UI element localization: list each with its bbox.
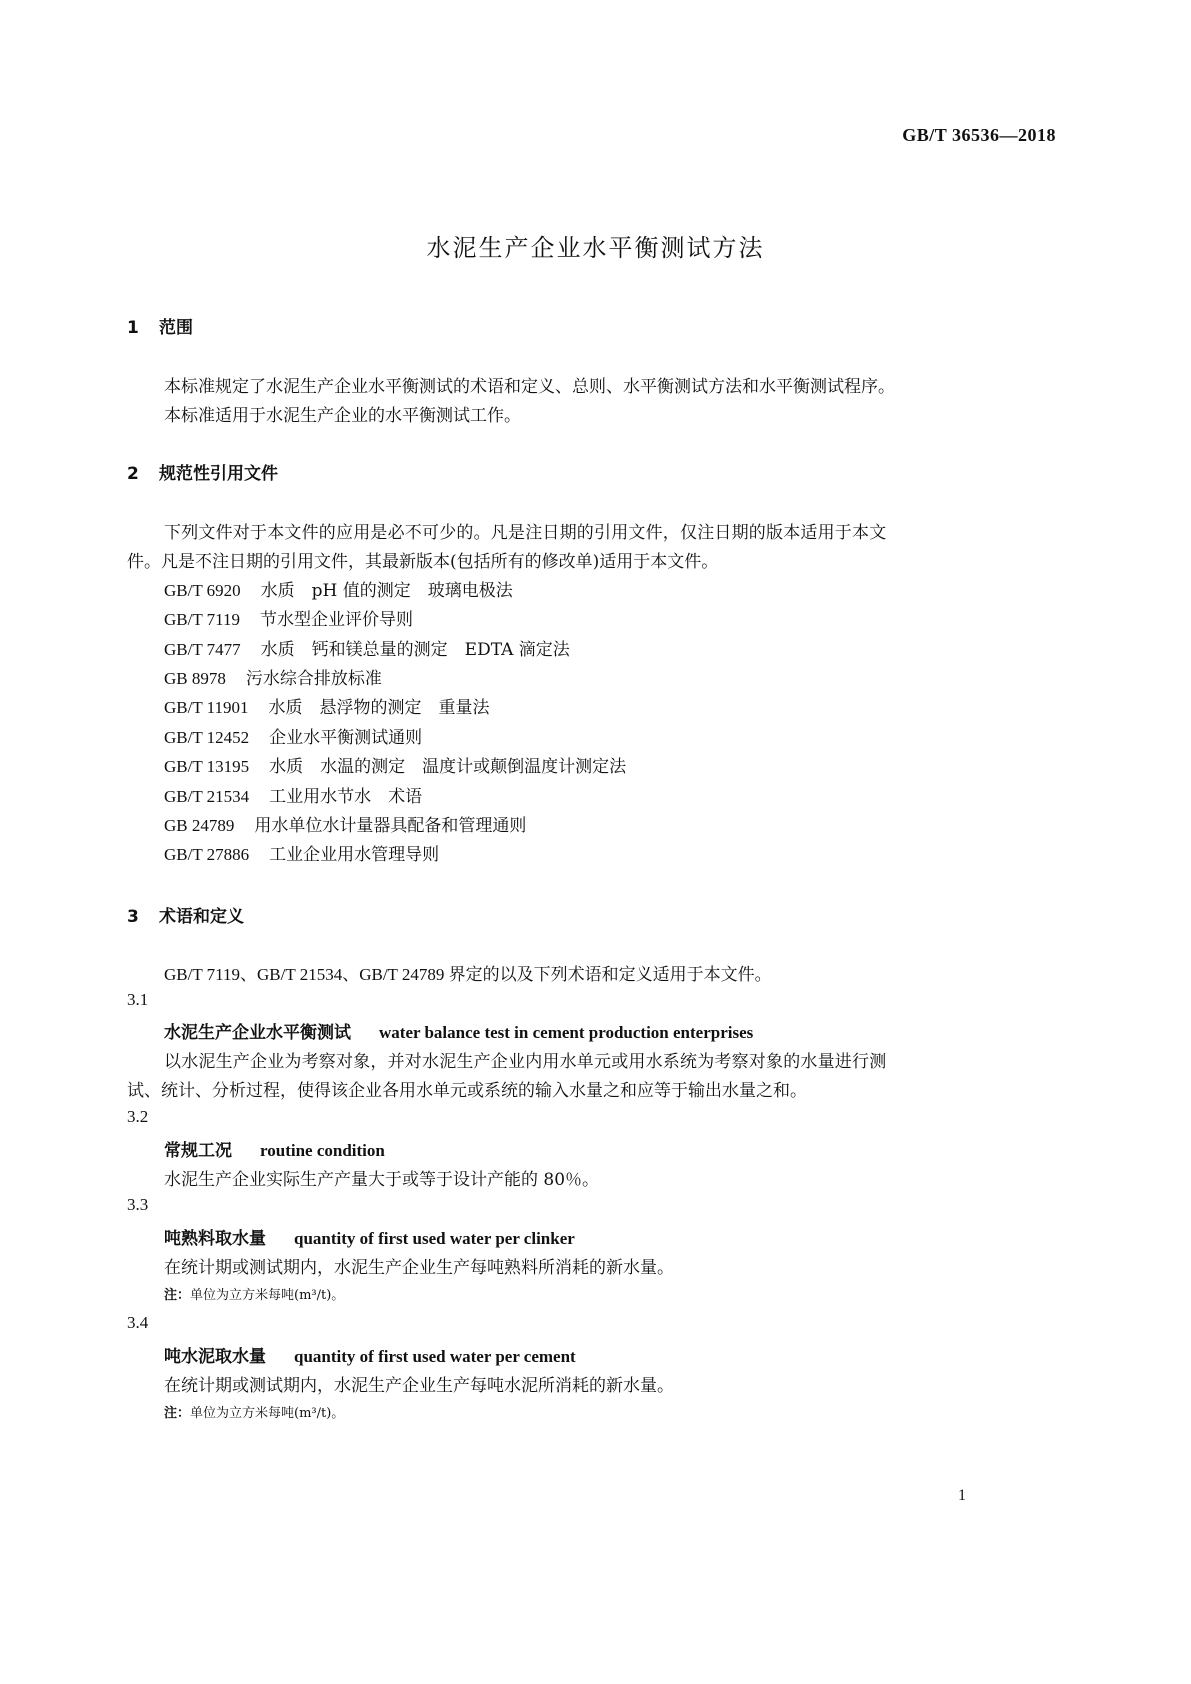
paragraph: 本标准规定了水泥生产企业水平衡测试的术语和定义、总则、水平衡测试方法和水平衡测试程序。 [164, 377, 895, 397]
term-note [164, 1284, 344, 1303]
term-entry [164, 1224, 575, 1249]
reference-title: 水质 悬浮物的测定 重量法 [268, 698, 490, 718]
note-text: 单位为立方米每吨(m³/t)。 [190, 1288, 345, 1303]
term-definition: 在统计期或测试期内，水泥生产企业生产每吨水泥所消耗的新水量。 [164, 1376, 674, 1396]
section-number: 1 [127, 318, 139, 338]
reference-title: 企业水平衡测试通则 [269, 728, 423, 748]
section-number: 3 [127, 907, 139, 927]
reference-code: GB 8978 [164, 669, 226, 688]
term-zh: 吨水泥取水量 [164, 1347, 266, 1367]
term-number: 3.2 [127, 1107, 149, 1126]
section-title: 术语和定义 [159, 907, 244, 927]
reference-code: GB/T 27886 [164, 845, 250, 864]
term-en: water balance test in cement production enterprises [379, 1023, 754, 1042]
term-entry [164, 1018, 753, 1043]
reference-code: GB/T 6920 [164, 581, 241, 600]
reference-title: 工业用水节水 术语 [269, 787, 423, 807]
reference-title: 污水综合排放标准 [245, 669, 382, 689]
note-label: 注： [164, 1288, 191, 1303]
paragraph: 件。凡是不注日期的引用文件，其最新版本(包括所有的修改单)适用于本文件。 [127, 552, 719, 572]
section-1-heading [127, 313, 193, 338]
term-definition: 在统计期或测试期内，水泥生产企业生产每吨熟料所消耗的新水量。 [164, 1258, 674, 1278]
term-zh: 水泥生产企业水平衡测试 [164, 1023, 351, 1043]
reference-code: GB/T 21534 [164, 787, 250, 806]
section-title: 范围 [159, 318, 193, 338]
term-definition: 水泥生产企业实际生产产量大于或等于设计产能的 80％。 [164, 1170, 600, 1190]
section-2-heading [127, 459, 278, 484]
reference-code: GB 24789 [164, 816, 235, 835]
normative-reference [164, 605, 413, 630]
reference-title: 工业企业用水管理导则 [269, 845, 440, 865]
section-title: 规范性引用文件 [159, 464, 278, 484]
normative-reference [164, 840, 439, 865]
reference-title: 节水型企业评价导则 [260, 610, 414, 630]
term-en: quantity of first used water per clinker [294, 1229, 575, 1248]
reference-title: 水质 水温的测定 温度计或颠倒温度计测定法 [269, 757, 627, 777]
normative-reference [164, 635, 570, 660]
term-definition: 试、统计、分析过程，使得该企业各用水单元或系统的输入水量之和应等于输出水量之和。 [127, 1081, 807, 1101]
normative-reference [164, 664, 382, 689]
section-number: 2 [127, 464, 139, 484]
page-number: 1 [958, 1487, 966, 1504]
normative-reference [164, 693, 490, 718]
normative-reference [164, 811, 526, 836]
reference-code: GB/T 7477 [164, 640, 241, 659]
term-note [164, 1402, 344, 1421]
reference-code: GB/T 12452 [164, 728, 250, 747]
reference-code: GB/T 7119 [164, 610, 241, 629]
standard-number: GB/T 36536—2018 [902, 125, 1056, 145]
normative-reference [164, 723, 422, 748]
section-3-heading [127, 902, 244, 927]
document-title: 水泥生产企业水平衡测试方法 [426, 234, 765, 262]
note-text: 单位为立方米每吨(m³/t)。 [190, 1406, 345, 1421]
paragraph: GB/T 7119、GB/T 21534、GB/T 24789 界定的以及下列术语和定义适用于本文件。 [164, 965, 772, 984]
term-number: 3.4 [127, 1313, 149, 1332]
paragraph: 下列文件对于本文件的应用是必不可少的。凡是注日期的引用文件，仅注日期的版本适用于本文 [164, 523, 887, 543]
reference-title: 用水单位水计量器具配备和管理通则 [254, 816, 527, 836]
term-en: quantity of first used water per cement [294, 1347, 576, 1366]
reference-code: GB/T 13195 [164, 757, 250, 776]
term-zh: 吨熟料取水量 [164, 1229, 266, 1249]
term-en: routine condition [260, 1141, 385, 1160]
note-label: 注： [164, 1406, 191, 1421]
paragraph: 本标准适用于水泥生产企业的水平衡测试工作。 [164, 406, 521, 426]
term-entry [164, 1342, 576, 1367]
reference-title: 水质 钙和镁总量的测定 EDTA 滴定法 [260, 640, 570, 660]
reference-code: GB/T 11901 [164, 698, 249, 717]
term-number: 3.3 [127, 1195, 149, 1214]
normative-reference [164, 576, 513, 601]
term-zh: 常规工况 [164, 1141, 232, 1161]
reference-title: 水质 pH 值的测定 玻璃电极法 [260, 581, 513, 601]
normative-reference [164, 752, 626, 777]
normative-reference [164, 782, 422, 807]
term-number: 3.1 [127, 990, 149, 1009]
term-definition: 以水泥生产企业为考察对象，并对水泥生产企业内用水单元或用水系统为考察对象的水量进行测 [164, 1052, 887, 1072]
term-entry [164, 1136, 385, 1161]
